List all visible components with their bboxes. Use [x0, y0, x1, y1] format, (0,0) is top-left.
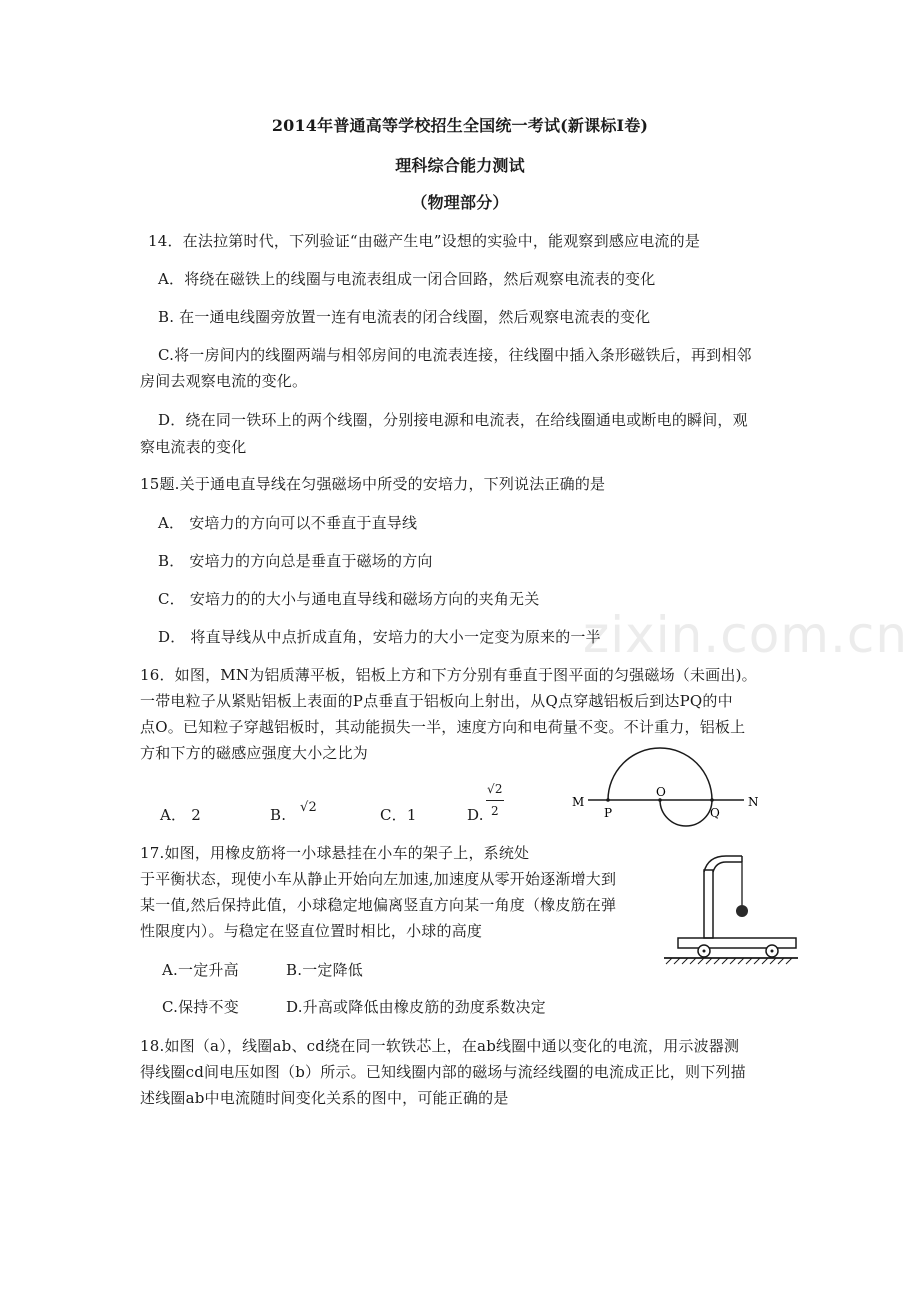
q15-option-d: D． 将直导线从中点折成直角，安培力的大小一定变为原来的一半: [158, 628, 601, 646]
q17-line1: 17.如图，用橡皮筋将一小球悬挂在小车的架子上，系统处: [140, 844, 530, 862]
label-m: M: [572, 795, 585, 809]
q18-line3: 述线圈ab中电流随时间变化关系的图中，可能正确的是: [140, 1089, 509, 1107]
label-o: O: [656, 785, 666, 799]
q16-option-d-numerator: √2: [487, 782, 503, 796]
label-q: Q: [710, 806, 720, 820]
q17-line2: 于平衡状态，现使小车从静止开始向左加速,加速度从零开始逐渐增大到: [140, 870, 617, 888]
watermark: zixin.com.cn: [583, 606, 909, 664]
q17-option-b: B.一定降低: [286, 961, 363, 979]
q16-option-b-label: B.: [270, 806, 287, 824]
q16-line1: 16．如图，MN为铝质薄平板，铝板上方和下方分别有垂直于图平面的匀强磁场（未画出)。: [140, 666, 757, 684]
q17-option-c: C.保持不变: [162, 998, 239, 1016]
q16-line2: 一带电粒子从紧贴铝板上表面的P点垂直于铝板向上射出，从Q点穿越铝板后到达PQ的中: [140, 692, 733, 710]
q15-stem: 15题.关于通电直导线在匀强磁场中所受的安培力，下列说法正确的是: [140, 475, 606, 493]
q18-line2: 得线圈cd间电压如图（b）所示。已知线圈内部的磁场与流经线圈的电流成正比，则下列描: [140, 1063, 746, 1081]
q14-option-d-line2: 察电流表的变化: [140, 438, 247, 456]
q16-option-a: A． 2: [160, 806, 201, 824]
q16-option-c: C．1: [380, 806, 417, 824]
exam-subtitle: 理科综合能力测试: [395, 156, 525, 175]
q16-line3: 点O。已知粒子穿越铝板时，其动能损失一半，速度方向和电荷量不变。不计重力，铝板上: [140, 718, 746, 736]
q17-option-a: A.一定升高: [162, 961, 239, 979]
section-title: （物理部分）: [411, 193, 509, 212]
q15-option-c: C． 安培力的的大小与通电直导线和磁场方向的夹角无关: [158, 590, 540, 608]
q16-line4: 方和下方的磁感应强度大小之比为: [140, 744, 369, 762]
q16-diagram: [560, 740, 770, 840]
q15-option-a: A． 安培力的方向可以不垂直于直导线: [158, 514, 418, 532]
q18-line1: 18.如图（a），线圈ab、cd绕在同一软铁芯上，在ab线圈中通以变化的电流，用示波器测: [140, 1037, 740, 1055]
exam-title: 2014年普通高等学校招生全国统一考试(新课标Ⅰ卷): [271, 116, 649, 135]
q17-option-d: D.升高或降低由橡皮筋的劲度系数决定: [286, 998, 546, 1016]
q14-option-c-line1: C.将一房间内的线圈两端与相邻房间的电流表连接，往线圈中插入条形磁铁后，再到相邻: [158, 346, 752, 364]
label-n: N: [748, 795, 759, 809]
q15-option-b: B． 安培力的方向总是垂直于磁场的方向: [158, 552, 433, 570]
q17-line3: 某一值,然后保持此值，小球稳定地偏离竖直方向某一角度（橡皮筋在弹: [140, 896, 617, 914]
label-p: P: [604, 806, 613, 820]
q16-option-b-value: √2: [300, 800, 317, 815]
q14-option-c-line2: 房间去观察电流的变化。: [140, 372, 308, 390]
q14-stem: 14．在法拉第时代，下列验证“由磁产生电”设想的实验中，能观察到感应电流的是: [148, 232, 701, 250]
q14-option-a: A．将绕在磁铁上的线圈与电流表组成一闭合回路，然后观察电流表的变化: [158, 270, 656, 288]
q16-option-d-denominator: 2: [491, 804, 499, 818]
q17-cart-diagram: [660, 850, 800, 970]
q17-line4: 性限度内）。与稳定在竖直位置时相比，小球的高度: [140, 922, 483, 940]
q14-option-b: B. 在一通电线圈旁放置一连有电流表的闭合线圈，然后观察电流表的变化: [158, 308, 651, 326]
q16-fraction-bar: [486, 800, 504, 801]
q14-option-d-line1: D．绕在同一铁环上的两个线圈，分别接电源和电流表，在给线圈通电或断电的瞬间，观: [158, 411, 748, 429]
q16-option-d-label: D.: [467, 806, 484, 824]
